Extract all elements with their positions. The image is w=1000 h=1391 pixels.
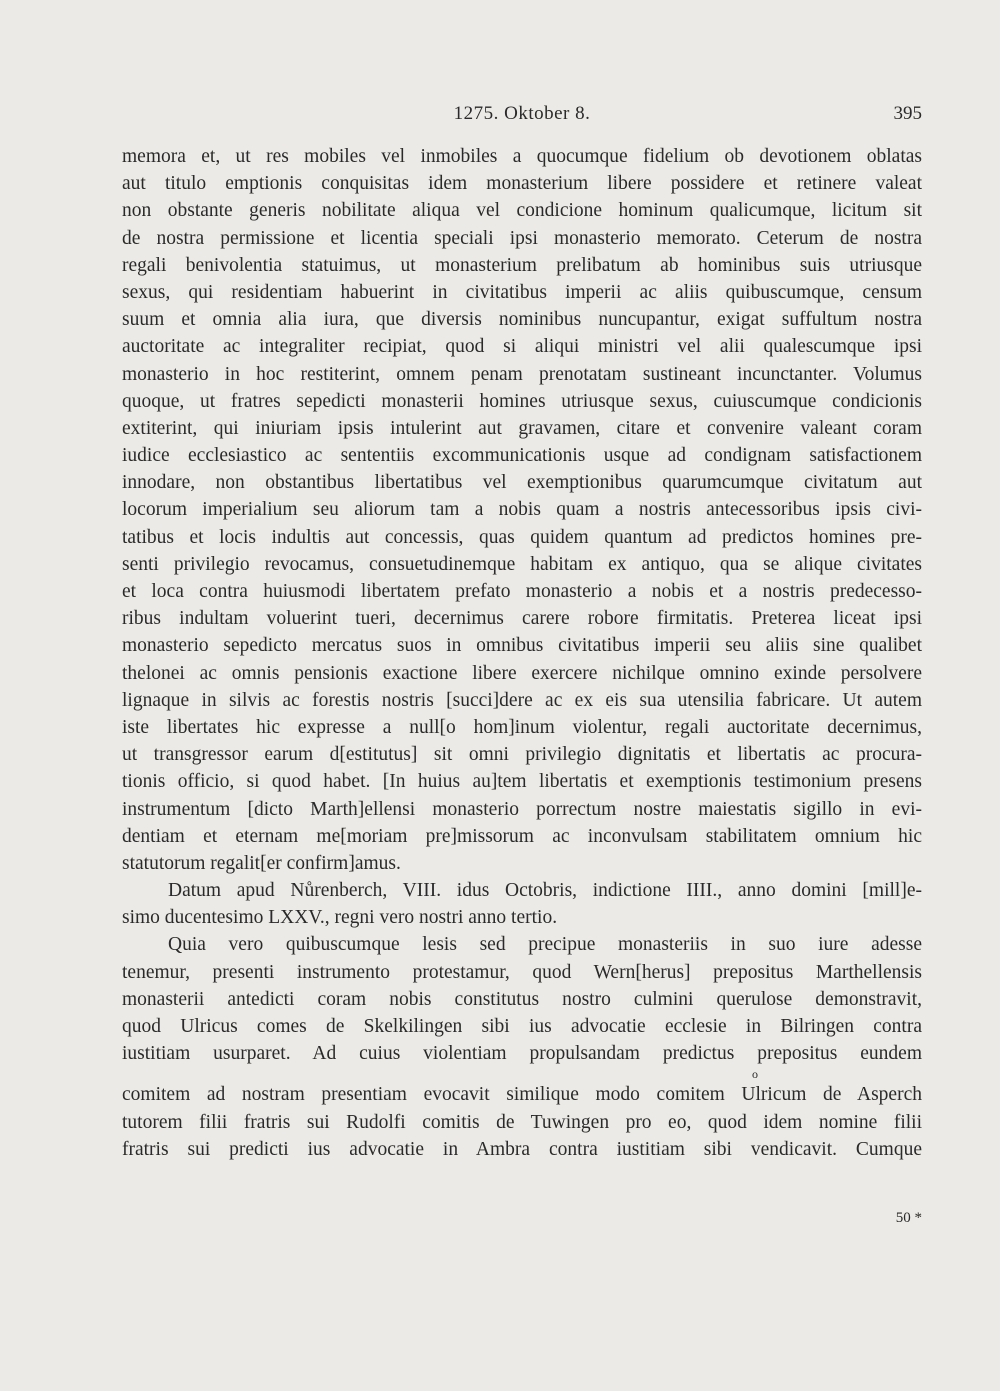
text-line: senti privilegio revocamus, consuetudinemque habitam ex antiquo, qua se alique civitates xyxy=(122,553,922,575)
body-text xyxy=(122,143,922,1163)
text-line: monasterio in hoc restiterint, omnem penam prenotatam sustineant incunctanter. Volumus xyxy=(122,363,922,385)
text-line: comitem ad nostram presentiam evocavit similique modo comitem Ulricum de Asperch xyxy=(122,1084,922,1106)
text-line: lignaque in silvis ac forestis nostris [succi]dere ac ex eis sua utensilia fabricare. Ut autem xyxy=(122,689,922,711)
text-line: iustitiam usurparet. Ad cuius violentiam propulsandam predictus prepositus eundem xyxy=(122,1043,922,1065)
text-line: monasterii antedicti coram nobis constitutus nostro culmini querulose demonstravit, xyxy=(122,988,922,1010)
text-line: iudice ecclesiastico ac sententiis excommunicationis usque ad condignam satisfactionem xyxy=(122,445,922,467)
text-line: tenemur, presenti instrumento protestamur, quod Wern[herus] prepositus Marthellensis xyxy=(122,961,922,983)
text-line: statutorum regalit[er confirm]amus. xyxy=(122,852,401,874)
text-line: tionis officio, si quod habet. [In huius au]tem libertatis et exemptionis testimonium presens xyxy=(122,771,922,793)
text-line: auctoritate ac integraliter recipiat, quod si aliqui ministri vel alii qualescumque ipsi xyxy=(122,336,922,358)
text-line: Datum apud Nůrenberch, VIII. idus Octobris, indictione IIII., anno domini [mill]e- xyxy=(168,880,922,902)
text-line: monasterio sepedicto mercatus suos in omnibus civitatibus imperii seu aliis sine qualibet xyxy=(122,635,922,657)
text-line: memora et, ut res mobiles vel inmobiles a quocumque fidelium ob devotionem oblatas xyxy=(122,146,922,167)
text-line: simo ducentesimo LXXV., regni vero nostri anno tertio. xyxy=(122,907,558,929)
text-line: instrumentum [dicto Marth]ellensi monasterio porrectum nostre maiestatis sigillo in evi- xyxy=(122,798,922,820)
text-line: et loca contra huiusmodi libertatem prefato monasterio a nobis et a nostris predecesso- xyxy=(122,581,922,602)
text-line: Quia vero quibuscumque lesis sed precipue monasteriis in suo iure adesse xyxy=(168,934,922,956)
text-line: tatibus et locis indultis aut concessis, quas quidem quantum ad predictos homines pre- xyxy=(122,526,922,548)
text-line: innodare, non obstantibus libertatibus vel exemptionibus quarumcumque civitatum aut xyxy=(122,472,922,494)
text-line: extiterint, qui iniuriam ipsis intulerint aut gravamen, citare et convenire valeant coram xyxy=(122,417,922,439)
diacritic-mark: o xyxy=(752,1067,758,1082)
running-header xyxy=(122,103,922,133)
text-line: regali benivolentia statuimus, ut monasterium prelibatum ab hominibus suis utriusque xyxy=(122,254,922,276)
text-line: sexus, qui residentiam habuerint in civitatibus imperii ac aliis quibuscumque, censum xyxy=(122,281,922,303)
printer-signature: 50 * xyxy=(895,1210,922,1226)
text-line: ut transgressor earum d[estitutus] sit omni privilegio dignitatis et libertatis ac procura- xyxy=(122,744,922,766)
text-line: thelonei ac omnis pensionis exactione libere exercere nichilque omnino exinde persolvere xyxy=(122,662,922,684)
text-line: de nostra permissione et licentia speciali ipsi monasterio memorato. Ceterum de nostra xyxy=(122,227,922,249)
text-line: tutorem filii fratris sui Rudolfi comitis de Tuwingen pro eo, quod idem nomine filii xyxy=(122,1111,922,1133)
text-line: aut titulo emptionis conquisitas idem monasterium libere possidere et retinere valeat xyxy=(122,173,922,195)
text-line: quoque, ut fratres sepedicti monasterii homines utriusque sexus, cuiuscumque condicionis xyxy=(122,390,922,412)
text-line: fratris sui predicti ius advocatie in Ambra contra iustitiam sibi vendicavit. Cumque xyxy=(122,1138,922,1160)
text-line: ribus indultam voluerint tueri, decernimus carere robore firmitatis. Preterea liceat ipsi xyxy=(122,608,922,630)
text-line: dentiam et eternam me[moriam pre]missorum ac inconvulsam stabilitatem omnium hic xyxy=(122,825,922,847)
text-line: locorum imperialium seu aliorum tam a nobis quam a nostris antecessoribus ipsis civi- xyxy=(122,499,922,521)
text-line: iste libertates hic expresse a null[o hom]inum violentur, regali auctoritate decernimus, xyxy=(122,716,922,738)
text-line: non obstante generis nobilitate aliqua vel condicione hominum qualicumque, licitum sit xyxy=(122,200,922,222)
text-line: suum et omnia alia iura, que diversis nominibus nuncupantur, exigat suffultum nostra xyxy=(122,309,922,331)
page-number: 395 xyxy=(893,103,922,124)
text-line: quod Ulricus comes de Skelkilingen sibi ius advocatie ecclesie in Bilringen contra xyxy=(122,1016,922,1037)
header-date: 1275. Oktober 8. xyxy=(453,103,591,124)
